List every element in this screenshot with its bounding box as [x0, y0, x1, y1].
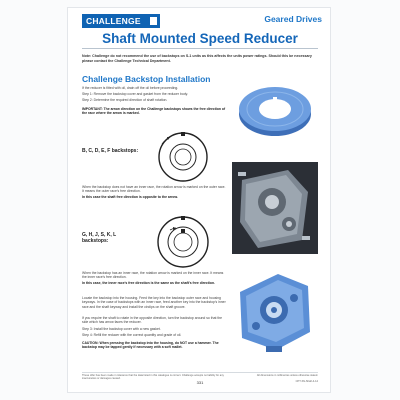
reducer-assembly-image	[232, 162, 318, 254]
brand-logo	[82, 14, 160, 28]
divider	[82, 48, 318, 49]
bcdef-label: B, C, D, E, F backstops:	[82, 148, 139, 154]
note-text: Note: Challenge do not recommend the use of backstops on S-1 units as this affects the units power ratings. Should this be necessary please contact the Challenge Technical Department.	[82, 54, 312, 63]
step-1: Step 1: Remove the backstop cover and gasket from the reducer body.	[82, 92, 189, 96]
important-text: IMPORTANT: The arrow direction on the Challenge backstops shows the free direction of the race where the arrow is marked.	[82, 107, 226, 116]
footer-dimensions-note: All dimensions in millimetres unless otherwise stated.	[256, 374, 318, 377]
reducer-backstop-image	[232, 262, 318, 358]
bcdef-backstop-diagram	[140, 130, 226, 184]
bcdef-text: When the backstop does not have an inner race, the rotation arrow is marked on the outer race. It means the outer race's free direction.	[82, 185, 226, 194]
page-title: Shaft Mounted Speed Reducer	[102, 31, 298, 46]
ghjskl-label: G, H, J, S, K, L backstops:	[82, 232, 117, 244]
footer-divider	[82, 372, 318, 373]
installation-heading: Challenge Backstop Installation	[82, 74, 211, 84]
ghjskl-backstop-diagram	[140, 214, 226, 270]
bcdef-rule: In this case the shaft free direction is opposite to the arrow.	[82, 195, 178, 199]
catalog-code: CPT-SS-Shaft-4-14	[295, 380, 318, 383]
ghjskl-text: When the backstop has an inner race, the rotation arrow is marked on the inner race. It means the inner race's free direction.	[82, 271, 224, 280]
section-title: Geared Drives	[264, 14, 322, 24]
footer-disclaimer: These offer has been made in tolerance that the data listed in this catalogue is correct. Challenge accepts no liability for any inaccuracies or damages caused.	[82, 374, 224, 380]
step-3: Step 3: Install the backstop cover with a new gasket.	[82, 327, 161, 331]
reverse-text: If you require the shaft to rotate in the opposite direction, turn the backstop around so that the side which has arrow faces the reducer.	[82, 316, 223, 325]
locate-text: Locate the backstop into the housing. Feed the key into the backstop outer race and housing keyways. In the case of backstops with an inner race, feed another key into the backstop's inner race and the shaft keyway and install the circlips on the shaft groove.	[82, 296, 226, 309]
ghjskl-rule: In this case, the inner race's free direction is the same as the shaft's free direction.	[82, 281, 215, 285]
step-4: Step 4: Refill the reducer with the correct quantity and grade of oil.	[82, 333, 182, 337]
caution-text: CAUTION: When pressing the backstop into the housing, do NOT use a hammer. The backstop may be tapped gently if necessary with a soft mallet.	[82, 341, 219, 350]
brand-mark-icon	[150, 17, 157, 25]
page-number: 331	[196, 380, 204, 385]
backstop-collar-image	[232, 78, 318, 140]
intro-text: If the reducer is fitted with oil, drain off the oil before proceeding.	[82, 86, 179, 90]
brand-name: CHALLENGE	[86, 16, 141, 26]
step-2: Step 2: Determine the required direction of shaft rotation.	[82, 98, 168, 102]
